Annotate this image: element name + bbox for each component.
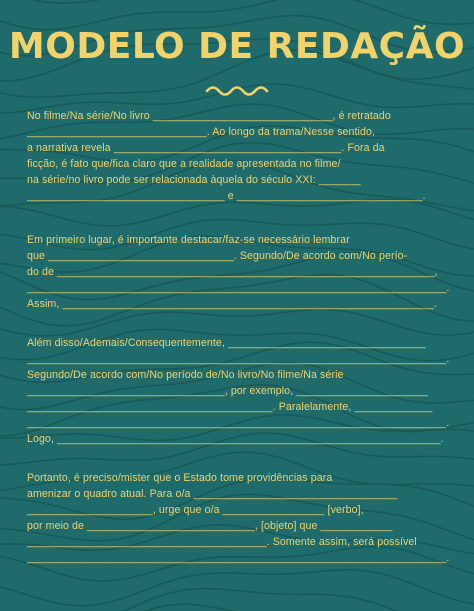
text-line: _____________________, urge que o/a _________________ [verbo],	[27, 504, 364, 516]
text-line: ficção, é fato que/fica claro que a realidade apresentada no filme/	[27, 158, 341, 170]
text-line: Assim, ______________________________________________________________.	[27, 298, 437, 310]
paragraph-introduction	[27, 108, 449, 204]
text-line: ______________________________________________________________________.	[27, 282, 449, 294]
text-line: Logo, ________________________________________________________________.	[27, 433, 444, 445]
text-line: ______________________________________________________________________.	[27, 417, 449, 429]
paragraph-conclusion	[27, 470, 449, 566]
text-line: Além disso/Ademais/Consequentemente, _________________________________	[27, 337, 426, 349]
text-line: Em primeiro lugar, é importante destacar/faz-se necessário lembrar	[27, 234, 350, 246]
text-line: ________________________________________. Somente assim, será possível	[27, 536, 417, 548]
text-line: ______________________________. Ao longo da trama/Nesse sentido,	[27, 126, 376, 138]
text-line: na série/no livro pode ser relacionada àquela do século XXI: _______	[27, 174, 361, 186]
squiggle-divider-icon	[205, 82, 269, 98]
text-line: Portanto, é preciso/mister que o Estado tome providências para	[27, 472, 333, 484]
text-line: amenizar o quadro atual. Para o/a __________________________________	[27, 488, 398, 500]
paragraph-development-2	[27, 335, 449, 447]
text-line: do de _______________________________________________________________,	[27, 266, 438, 278]
text-line: _________________________________________. Paralelamente, _____________	[27, 401, 433, 413]
text-line: _________________________________, por exemplo, ______________________	[27, 385, 429, 397]
text-line: ______________________________________________________________________.	[27, 353, 449, 365]
text-line: ______________________________________________________________________.	[27, 552, 449, 564]
text-line: _________________________________ e _______________________________.	[27, 190, 426, 202]
text-line: Segundo/De acordo com/No período de/No livro/No filme/Na série	[27, 369, 344, 381]
text-line: por meio de ____________________________, [objeto] que ____________	[27, 520, 393, 532]
text-line: a narrativa revela ______________________________________. Fora da	[27, 142, 385, 154]
page-title: MODELO DE REDAÇÃO	[8, 26, 466, 67]
paragraph-development-1	[27, 232, 449, 312]
text-line: No filme/Na série/No livro ______________________________, é retratado	[27, 110, 391, 122]
text-line: que _______________________________. Segundo/De acordo com/No perío-	[27, 250, 408, 262]
